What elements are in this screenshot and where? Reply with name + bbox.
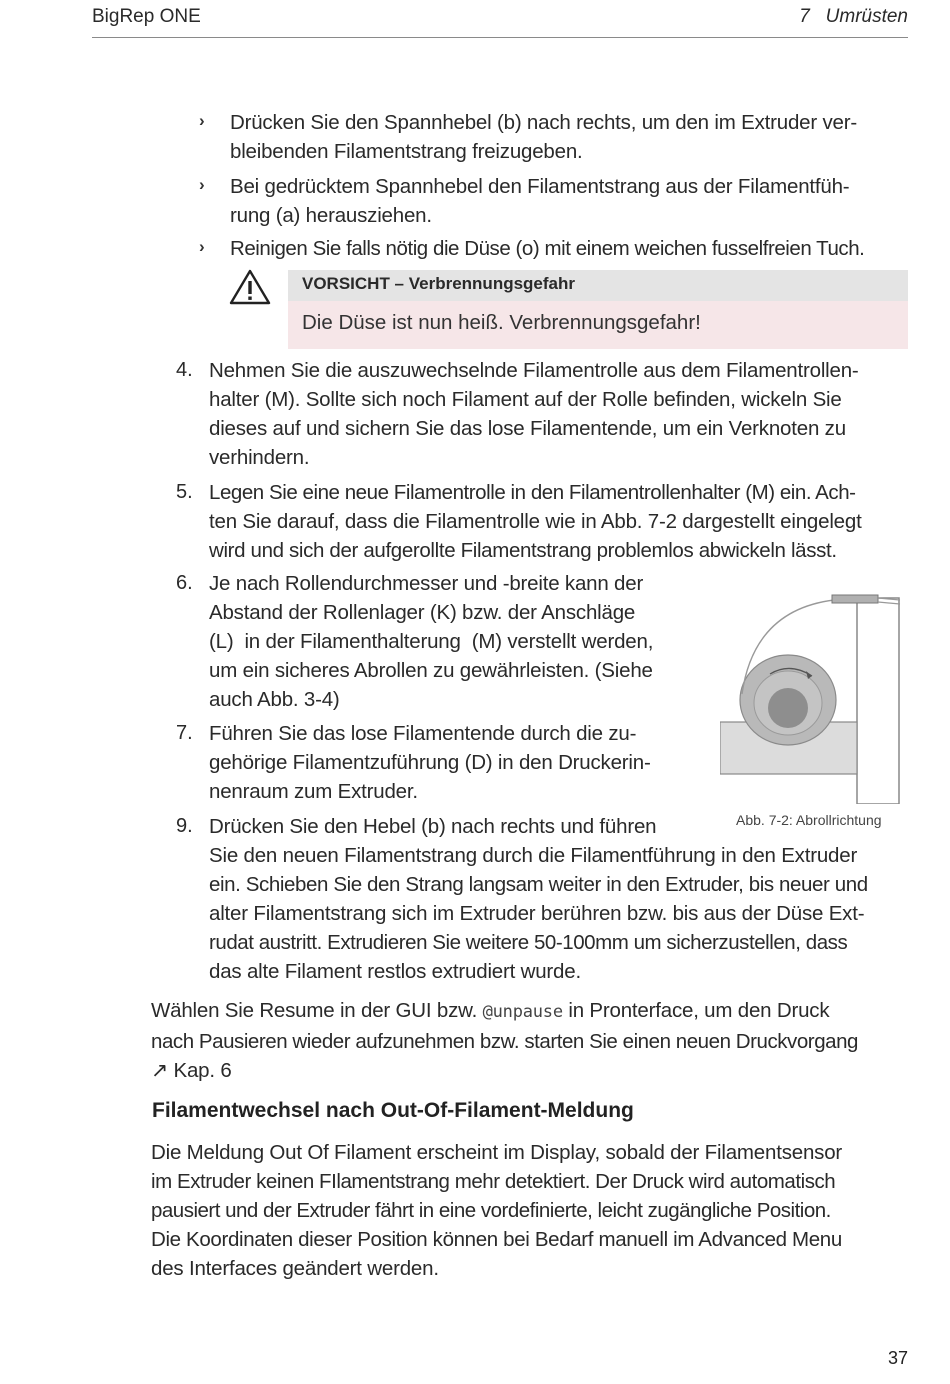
step-line: alter Filamentstrang sich im Extruder berühren bzw. bis aus der Düse Ext- xyxy=(209,902,865,925)
step-line: Sie den neuen Filamentstrang durch die Filamentführung in den Extruder xyxy=(209,844,858,867)
step-line: Legen Sie eine neue Filamentrolle in den Filamentrollenhalter (M) ein. Ach- xyxy=(209,481,856,504)
step-number: 7. xyxy=(176,722,193,744)
resume-text: Wählen Sie Resume in der GUI bzw. xyxy=(151,999,483,1022)
step-number: 4. xyxy=(176,359,193,381)
cross-reference-arrow-icon: ↗ xyxy=(151,1059,168,1082)
section-heading: Filamentwechsel nach Out-Of-Filament-Meldung xyxy=(152,1099,634,1122)
step-number: 9. xyxy=(176,815,193,837)
paragraph-line: pausiert und der Extruder fährt in eine vordefinierte, leicht zugängliche Position. xyxy=(151,1199,831,1222)
step-line: Je nach Rollendurchmesser und -breite kann der xyxy=(209,572,644,595)
step-number: 5. xyxy=(176,481,193,503)
figure-caption: Abb. 7-2: Abrollrichtung xyxy=(736,812,882,828)
resume-text: in Pronterface, um den Druck xyxy=(562,999,830,1022)
bullet-marker: › xyxy=(199,175,205,194)
unpause-command: @unpause xyxy=(482,1002,563,1022)
header-chapter xyxy=(799,6,908,28)
step-9-text xyxy=(209,841,908,986)
step-line: nenraum zum Extruder. xyxy=(209,780,418,803)
bullet-line: Drücken Sie den Spannhebel (b) nach rechts, um den im Extruder ver- xyxy=(230,111,857,134)
step-line: ten Sie darauf, dass die Filamentrolle wie in Abb. 7-2 dargestellt eingelegt xyxy=(209,510,862,533)
header-chapter-title: Umrüsten xyxy=(825,6,908,27)
step-line: Nehmen Sie die auszuwechselnde Filamentrolle aus dem Filamentrollen- xyxy=(209,359,859,382)
paragraph-line: des Interfaces geändert werden. xyxy=(151,1257,439,1280)
warning-title: VORSICHT – Verbrennungsgefahr xyxy=(302,274,575,293)
header-title: BigRep ONE xyxy=(92,6,201,27)
step-7-text xyxy=(209,719,685,806)
paragraph-line: im Extruder keinen FIlamentstrang mehr detektiert. Der Druck wird automatisch xyxy=(151,1170,836,1193)
header-chapter-number: 7 xyxy=(799,6,810,27)
bullet-item-1 xyxy=(230,108,908,166)
page-number: 37 xyxy=(887,1348,908,1368)
step-6-text xyxy=(209,569,685,714)
chapter-link[interactable]: Kap. 6 xyxy=(173,1059,232,1082)
step-number: 6. xyxy=(176,572,193,594)
step-line: Abstand der Rollenlager (K) bzw. der Anschläge xyxy=(209,601,636,624)
step-line: halter (M). Sollte sich noch Filament auf der Rolle befinden, wickeln Sie xyxy=(209,388,842,411)
step-line: verhindern. xyxy=(209,446,310,469)
bullet-marker: › xyxy=(199,111,205,130)
resume-paragraph xyxy=(151,996,908,1085)
paragraph-line: Die Meldung Out Of Filament erscheint im Display, sobald der Filamentsensor xyxy=(151,1141,843,1164)
step-4-text xyxy=(209,356,908,472)
step-line: wird und sich der aufgerollte Filamentstrang problemlos abwickeln lässt. xyxy=(209,539,837,562)
step-5-text xyxy=(209,478,908,565)
step-line: (L) in der Filamenthalterung (M) verstellt werden, xyxy=(209,630,654,653)
bullet-line: rung (a) herausziehen. xyxy=(230,204,432,227)
roll-direction-figure xyxy=(720,590,902,804)
bullet-line: bleibenden Filamentstrang freizugeben. xyxy=(230,140,583,163)
bullet-item-2 xyxy=(230,172,908,230)
step-line: ein. Schieben Sie den Strang langsam weiter in den Extruder, bis neuer und xyxy=(209,873,868,896)
step-line: um ein sicheres Abrollen zu gewährleisten. (Siehe xyxy=(209,659,653,682)
step-line: Führen Sie das lose Filamentende durch die zu- xyxy=(209,722,637,745)
warning-icon xyxy=(228,268,272,306)
resume-line-3 xyxy=(151,1056,908,1085)
bullet-marker: › xyxy=(199,237,205,256)
resume-line-1 xyxy=(151,996,908,1027)
warning-text: Die Düse ist nun heiß. Verbrennungsgefahr! xyxy=(302,311,701,334)
header-divider xyxy=(92,37,908,38)
step-line: das alte Filament restlos extrudiert wurde. xyxy=(209,960,581,983)
paragraph-line: Die Koordinaten dieser Position können bei Bedarf manuell im Advanced Menu xyxy=(151,1228,842,1251)
step-line: auch Abb. 3-4) xyxy=(209,688,340,711)
step-9-first-line: Drücken Sie den Hebel (b) nach rechts und führen xyxy=(209,815,657,838)
step-line: rudat austritt. Extrudieren Sie weitere 50-100mm um sicherzustellen, dass xyxy=(209,931,848,954)
bullet-item-3: Reinigen Sie falls nötig die Düse (o) mit einem weichen fusselfreien Tuch. xyxy=(230,237,865,260)
step-line: dieses auf und sichern Sie das lose Filamentende, um ein Verknoten zu xyxy=(209,417,846,440)
final-paragraph xyxy=(151,1138,908,1283)
step-line: gehörige Filamentzuführung (D) in den Druckerin- xyxy=(209,751,651,774)
bullet-line: Bei gedrücktem Spannhebel den Filamentstrang aus der Filamentfüh- xyxy=(230,175,850,198)
resume-line-2: nach Pausieren wieder aufzunehmen bzw. starten Sie einen neuen Druckvorgang xyxy=(151,1030,858,1053)
